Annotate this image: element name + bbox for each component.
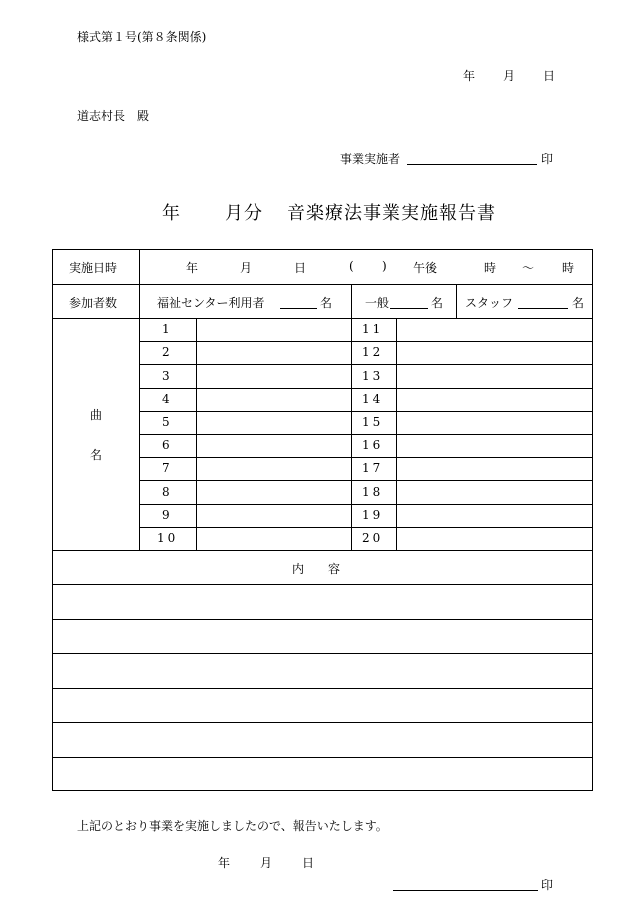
column-divider (396, 318, 397, 550)
datetime-pm: 午後 (413, 261, 438, 275)
song-number: 4 (162, 392, 173, 406)
song-number: 1 (162, 322, 173, 336)
datetime-month[interactable]: 月 (240, 261, 253, 275)
weekday-close: ) (382, 259, 387, 273)
content-label: 内 容 (292, 562, 341, 576)
datetime-tilde: ～ (522, 261, 535, 275)
top-date-month: 月 (503, 69, 516, 83)
page-title: 音楽療法事業実施報告書 (287, 203, 496, 224)
song-number: 6 (162, 438, 173, 452)
column-divider (139, 249, 140, 550)
welfare-users-label: 福祉センター利用者 (157, 296, 265, 310)
song-row-divider (139, 527, 593, 528)
operator-name-line[interactable] (407, 164, 537, 165)
staff-count[interactable] (518, 308, 568, 309)
song-row-divider (139, 388, 593, 389)
weekday-open: ( (349, 259, 354, 273)
datetime-label: 実施日時 (69, 261, 118, 275)
song-number: 12 (362, 345, 384, 359)
songs-label-2: 名 (90, 448, 103, 462)
row-divider (52, 757, 593, 758)
datetime-year[interactable]: 年 (186, 261, 199, 275)
row-divider (52, 722, 593, 723)
song-number: 5 (162, 415, 173, 429)
song-number: 8 (162, 485, 173, 499)
column-divider (351, 284, 352, 550)
report-table (52, 249, 593, 791)
song-number: 10 (157, 531, 179, 545)
signature-line[interactable] (393, 890, 538, 891)
row-divider (52, 584, 593, 585)
staff-unit: 名 (572, 296, 585, 310)
songs-label-1: 曲 (90, 408, 103, 422)
row-divider (52, 688, 593, 689)
song-row-divider (139, 480, 593, 481)
song-number: 19 (362, 508, 384, 522)
song-number: 9 (162, 508, 173, 522)
footer-seal: 印 (541, 878, 554, 892)
footer-date-year: 年 (218, 856, 231, 870)
song-number: 2 (162, 345, 173, 359)
song-number: 18 (362, 485, 384, 499)
song-row-divider (139, 434, 593, 435)
top-date-year: 年 (463, 69, 476, 83)
row-divider (52, 550, 593, 551)
title-year: 年 (162, 203, 181, 224)
song-row-divider (139, 411, 593, 412)
column-divider (456, 284, 457, 318)
row-divider (52, 284, 593, 285)
row-divider (52, 653, 593, 654)
column-divider (196, 318, 197, 550)
datetime-hour-end[interactable]: 時 (562, 261, 575, 275)
song-number: 7 (162, 461, 173, 475)
participants-label: 参加者数 (69, 296, 118, 310)
general-label: 一般 (365, 296, 390, 310)
operator-label: 事業実施者 (340, 152, 401, 166)
song-number: 20 (362, 531, 384, 545)
welfare-users-unit: 名 (320, 296, 333, 310)
song-number: 17 (362, 461, 384, 475)
song-number: 14 (362, 392, 384, 406)
general-unit: 名 (431, 296, 444, 310)
song-row-divider (139, 341, 593, 342)
welfare-users-count[interactable] (280, 308, 317, 309)
operator-seal: 印 (541, 152, 554, 166)
statement: 上記のとおり事業を実施しましたので、報告いたします。 (77, 819, 388, 833)
general-count[interactable] (390, 308, 428, 309)
row-divider (52, 619, 593, 620)
row-divider (52, 318, 593, 319)
datetime-day[interactable]: 日 (294, 261, 307, 275)
footer-date-month: 月 (260, 856, 273, 870)
footer-date-day: 日 (302, 856, 315, 870)
song-number: 11 (362, 322, 384, 336)
song-number: 15 (362, 415, 384, 429)
datetime-hour-start[interactable]: 時 (484, 261, 497, 275)
addressee: 道志村長 殿 (77, 109, 150, 123)
song-number: 16 (362, 438, 384, 452)
song-number: 13 (362, 369, 384, 383)
form-number: 様式第１号(第８条関係) (77, 30, 207, 44)
staff-label: スタッフ (465, 296, 514, 310)
top-date-day: 日 (543, 69, 556, 83)
song-number: 3 (162, 369, 173, 383)
title-month: 月分 (225, 203, 263, 224)
song-row-divider (139, 457, 593, 458)
song-row-divider (139, 364, 593, 365)
song-row-divider (139, 504, 593, 505)
